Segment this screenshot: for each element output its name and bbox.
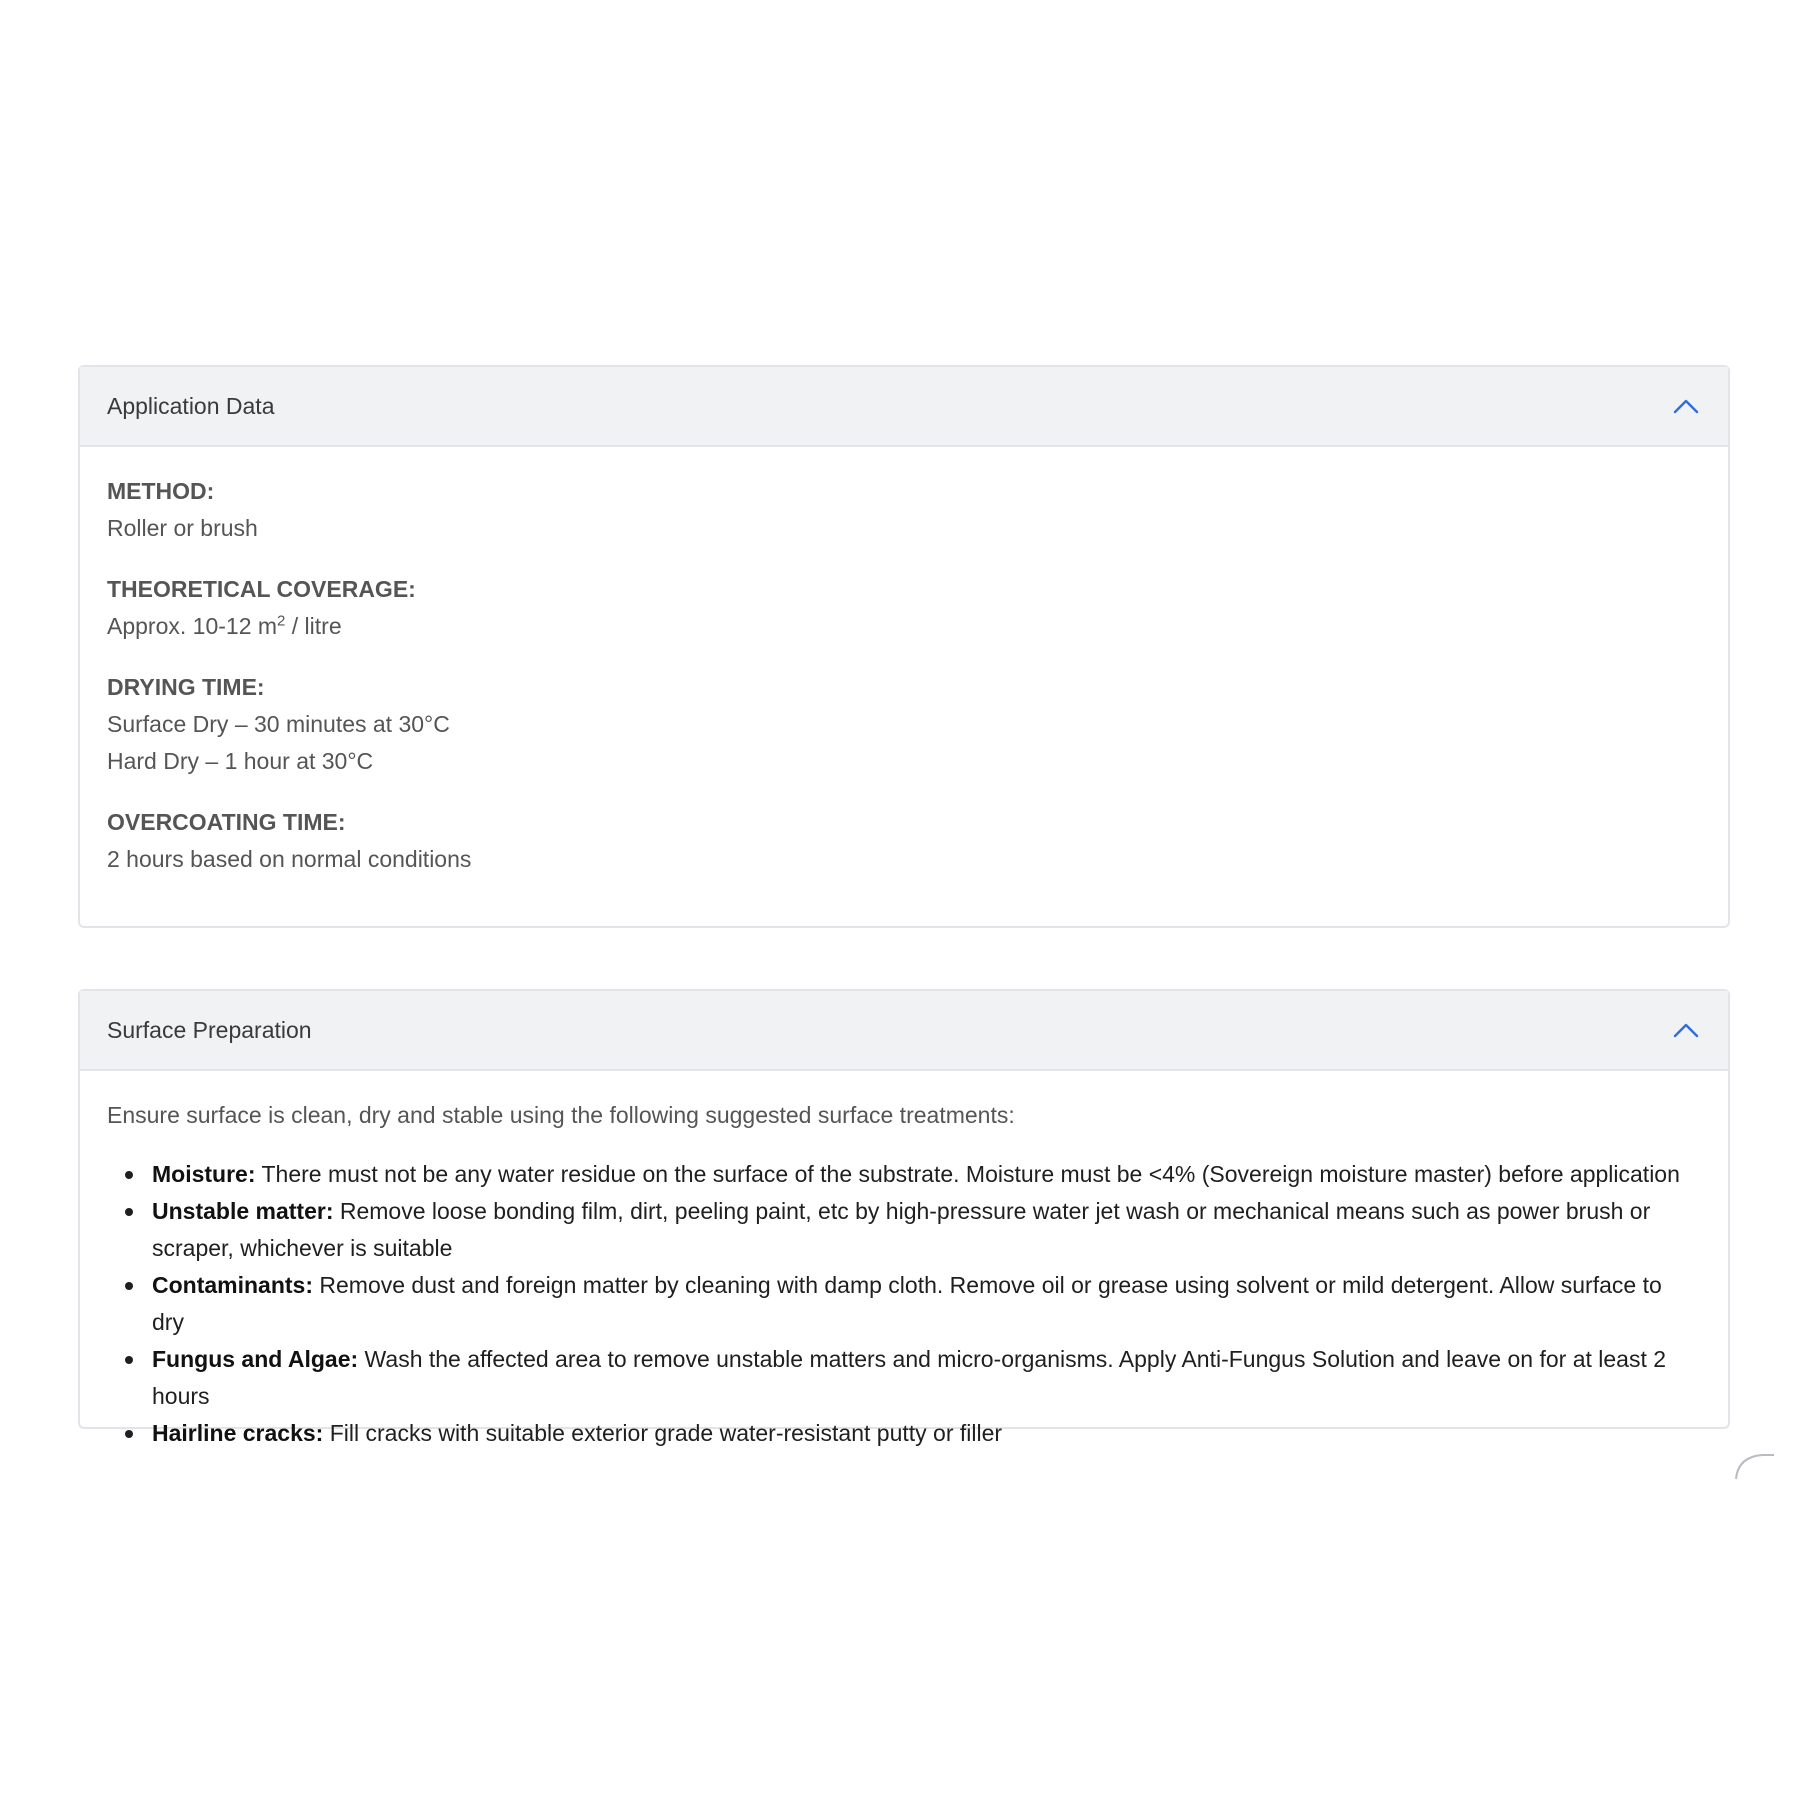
list-item: [125, 1156, 1685, 1193]
method-value: Roller or brush: [107, 515, 258, 541]
treatment-text: Remove loose bonding film, dirt, peeling paint, etc by high-pressure water jet wash or mechanical means such as power brush or scraper, whichever is suitable: [152, 1198, 1651, 1261]
application-data-panel: [78, 365, 1730, 928]
overcoating-time-field: [107, 804, 1701, 878]
coverage-label: THEORETICAL COVERAGE:: [107, 576, 416, 602]
application-data-body: [80, 447, 1728, 878]
treatment-text: There must not be any water residue on the surface of the substrate. Moisture must be <4% (Sovereign moisture master) before application: [255, 1161, 1680, 1187]
treatment-list: [107, 1156, 1701, 1452]
method-label: METHOD:: [107, 478, 215, 504]
treatment-text: Remove dust and foreign matter by cleaning with damp cloth. Remove oil or grease using solvent or mild detergent. Allow surface to dry: [152, 1272, 1662, 1335]
drying-time-field: [107, 669, 1701, 780]
surface-preparation-intro: Ensure surface is clean, dry and stable using the following suggested surface treatments:: [107, 1102, 1015, 1128]
list-item: [125, 1415, 1685, 1452]
treatment-text: Wash the affected area to remove unstable matters and micro-organisms. Apply Anti-Fungus Solution and leave on for at least 2 hours: [152, 1346, 1667, 1409]
overcoating-time-label: OVERCOATING TIME:: [107, 809, 346, 835]
list-item: [125, 1341, 1685, 1415]
treatment-term: Moisture:: [152, 1161, 256, 1187]
surface-preparation-title: Surface Preparation: [107, 1016, 312, 1043]
treatment-term: Hairline cracks:: [152, 1420, 324, 1446]
list-item: [125, 1267, 1685, 1341]
partial-widget-corner: [1734, 1451, 1774, 1481]
application-data-title: Application Data: [107, 392, 275, 419]
surface-preparation-panel: [78, 989, 1730, 1446]
overcoating-time-value: 2 hours based on normal conditions: [107, 846, 472, 872]
coverage-value-prefix: Approx. 10-12 m: [107, 613, 278, 639]
drying-time-hard-dry: Hard Dry – 1 hour at 30°C: [107, 748, 374, 774]
chevron-up-icon[interactable]: [1672, 1018, 1700, 1042]
method-field: [107, 473, 1701, 547]
coverage-value-superscript: 2: [277, 612, 286, 630]
drying-time-surface-dry: Surface Dry – 30 minutes at 30°C: [107, 711, 450, 737]
list-item: [125, 1193, 1685, 1267]
treatment-term: Unstable matter:: [152, 1198, 334, 1224]
treatment-term: Contaminants:: [152, 1272, 313, 1298]
coverage-value: [107, 608, 1701, 645]
treatment-text: Fill cracks with suitable exterior grade water-resistant putty or filler: [323, 1420, 1003, 1446]
coverage-value-suffix: / litre: [285, 613, 342, 639]
surface-preparation-header[interactable]: [80, 991, 1728, 1071]
chevron-up-icon[interactable]: [1672, 394, 1700, 418]
drying-time-label: DRYING TIME:: [107, 674, 265, 700]
coverage-field: [107, 571, 1701, 645]
surface-preparation-body: [80, 1071, 1728, 1452]
application-data-header[interactable]: [80, 367, 1728, 447]
treatment-term: Fungus and Algae:: [152, 1346, 359, 1372]
